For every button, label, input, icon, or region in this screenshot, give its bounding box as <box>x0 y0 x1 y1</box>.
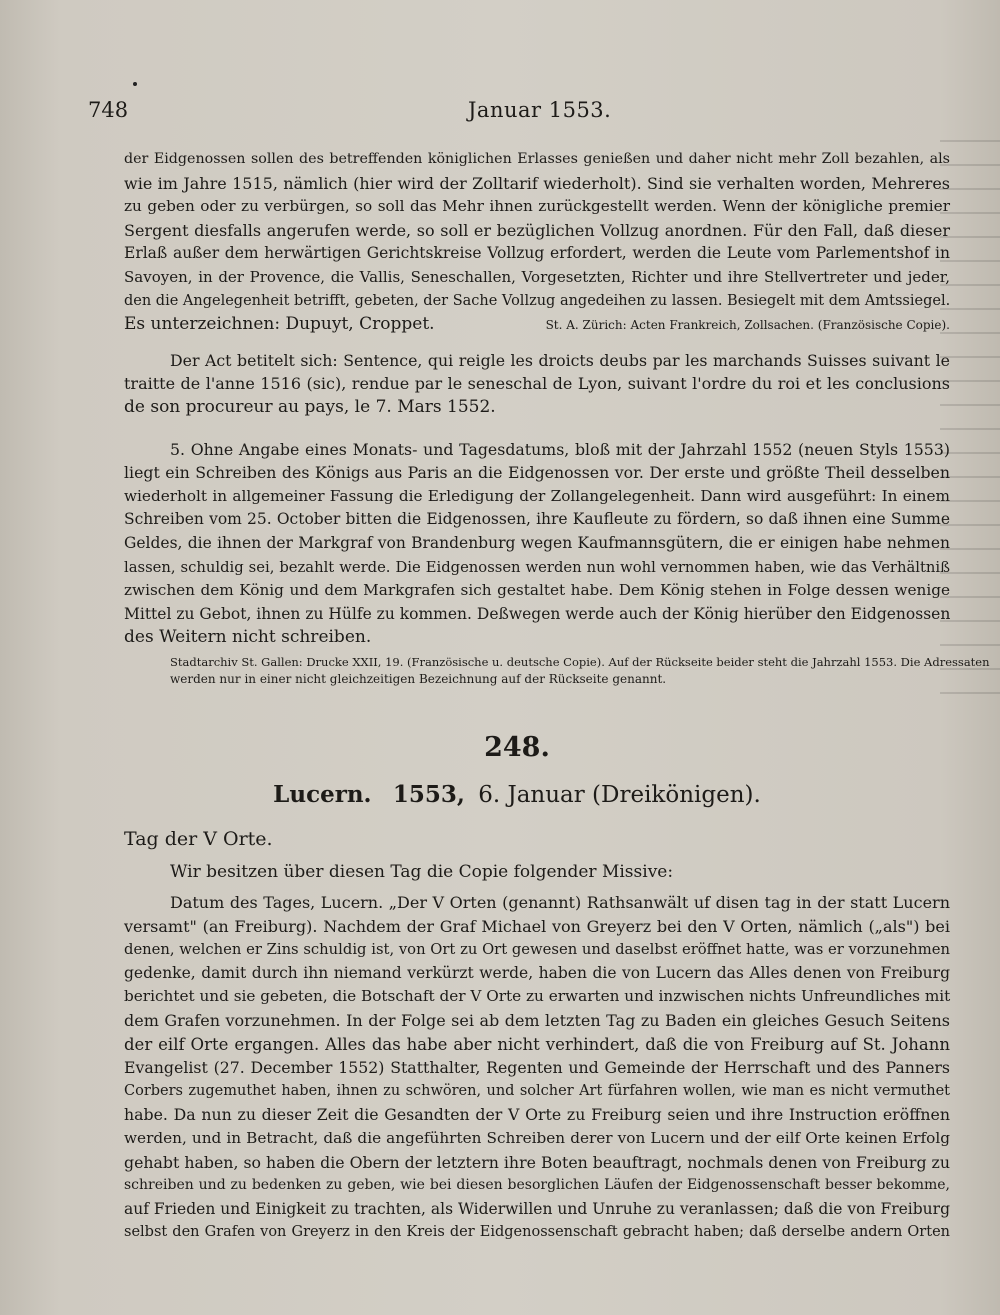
text-line: de son procureur au pays, le 7. Mars 1552. <box>124 396 496 417</box>
text-line: werden, und in Betracht, daß die angeführten Schreiben derer von Lucern und der eilf Orte keinen Erfolg <box>124 1129 950 1147</box>
body-text <box>124 148 990 1245</box>
missive-paragraph <box>124 891 950 1245</box>
heading-date: 6. Januar (Dreikönigen). <box>478 781 761 808</box>
text-line: dem Grafen vorzunehmen. In der Folge sei ab dem letzten Tag zu Baden ein gleiches Gesuch Seitens <box>124 1011 950 1031</box>
continuation-paragraph <box>124 148 950 337</box>
text-line: Erlaß außer dem herwärtigen Gerichtskreise Vollzug erfordert, werden die Leute vom Parlementshof in <box>124 244 950 263</box>
note-line: werden nur in einer nicht gleichzeitigen Bezeichnung auf der Rückseite genannt. <box>170 671 667 686</box>
heading-place: Lucern. <box>273 780 372 808</box>
text-line: berichtet und sie gebeten, die Botschaft der V Orte zu erwarten und inzwischen nichts Unfreundliches mit <box>124 987 951 1006</box>
text-line: Sergent diesfalls angerufen werde, so soll er bezüglichen Vollzug anordnen. Für den Fall, daß dieser <box>124 220 950 240</box>
text-line: Schreiben vom 25. October bitten die Eidgenossen, ihre Kaufleute zu fördern, so daß ihnen eine Summe <box>124 510 950 529</box>
signatories: Es unterzeichnen: Dupuyt, Croppet. <box>124 314 435 335</box>
text-line: wie im Jahre 1515, nämlich (hier wird der Zolltarif wiederholt). Sind sie verhalten worden, Mehreres <box>124 173 950 193</box>
text-line: selbst den Grafen von Greyerz in den Kreis der Eidgenossenschaft gebracht haben; daß derselbe andern Orten <box>124 1224 950 1241</box>
section-5-paragraph <box>124 438 990 688</box>
text-line: der Eidgenossen sollen des betreffenden königlichen Erlasses genießen und daher nicht mehr Zoll bezahlen, als <box>124 151 950 167</box>
text-line: wiederholt in allgemeiner Fassung die Erledigung der Zollangelegenheit. Dann wird ausgeführt: In einem <box>124 486 950 505</box>
page-header <box>88 98 948 128</box>
text-line: der eilf Orte ergangen. Alles das habe aber nicht verhindert, daß die von Freiburg auf St. Johann <box>124 1034 950 1054</box>
text-line: traitte de l'anne 1516 (sic), rendue par le seneschal de Lyon, suivant l'ordre du roi et les conclusions <box>124 374 950 394</box>
heading-year: 1553, <box>392 780 465 808</box>
text-line: habe. Da nun zu dieser Zeit die Gesandten der V Orte zu Freiburg seien und ihre Instruction eröffnen <box>124 1105 950 1125</box>
text-line: denen, welchen er Zins schuldig ist, von Ort zu Ort gewesen und daselbst eröffnet hatte, was er vorzunehmen <box>124 941 950 959</box>
text-line: Savoyen, in der Provence, die Vallis, Seneschallen, Vorgesetzten, Richter und ihre Stellvertreter und jeder, <box>124 267 950 286</box>
signature-row <box>124 313 950 337</box>
text-line: auf Frieden und Einigkeit zu trachten, als Widerwillen und Unruhe zu veranlassen; daß die von Freiburg <box>124 1199 950 1218</box>
text-line: versamt" (an Freiburg). Nachdem der Graf Michael von Greyerz bei den V Orten, nämlich („als") bei <box>124 916 950 936</box>
source-note <box>124 654 990 688</box>
page-number: 748 <box>88 98 129 122</box>
text-line: den die Angelegenheit betrifft, gebeten, der Sache Vollzug angedeihen zu lassen. Besiegelt mit dem Amtssiegel. <box>124 292 951 309</box>
document-heading <box>124 781 950 808</box>
text-line: zwischen dem König und dem Markgrafen sich gestaltet habe. Dem König stehen in Folge dessen wenige <box>124 581 950 600</box>
text-line: gehabt haben, so haben die Obern der letztern ihre Boten beauftragt, nochmals denen von Freiburg zu <box>124 1152 950 1172</box>
text-line: 5. Ohne Angabe eines Monats- und Tagesdatums, bloß mit der Jahrzahl 1552 (neuen Styls 1553) <box>170 439 950 459</box>
text-line: Datum des Tages, Lucern. „Der V Orten (genannt) Rathsanwält uf disen tag in der statt Lucern <box>170 893 950 913</box>
text-line: des Weitern nicht schreiben. <box>124 627 372 648</box>
text-line: Mittel zu Gebot, ihnen zu Hülfe zu kommen. Deßwegen werde auch der König hierüber den Eidgenossen <box>124 604 951 623</box>
act-title-paragraph <box>124 349 950 420</box>
running-head: Januar 1553. <box>468 98 612 122</box>
text-line: zu geben oder zu verbürgen, so soll das Mehr ihnen zurückgestellt werden. Wenn der königliche premier <box>124 197 950 216</box>
source-citation: St. A. Zürich: Acten Frankreich, Zollsachen. (Französische Copie). <box>545 318 950 333</box>
text-line: liegt ein Schreiben des Königs aus Paris an die Eidgenossen vor. Der erste und größte Theil desselben <box>124 463 950 483</box>
ink-speck <box>133 82 137 86</box>
text-line: Evangelist (27. December 1552) Statthalter, Regenten und Gemeinde der Herrschaft und des Panners <box>124 1058 950 1078</box>
text-line: gedenke, damit durch ihn niemand verkürzt werde, haben die von Lucern das Alles denen von Freiburg <box>124 963 950 982</box>
document-intro: Wir besitzen über diesen Tag die Copie folgender Missive: <box>170 862 674 883</box>
text-line: Corbers zugemuthet haben, ihnen zu schwören, und solcher Art fürfahren wollen, wie man es nicht vermuthet <box>124 1082 950 1099</box>
text-line: schreiben und zu bedenken zu geben, wie bei diesen besorglichen Läufen der Eidgenossenschaft besser bekomme, <box>124 1177 950 1194</box>
document-subject: Tag der V Orte. <box>124 827 273 850</box>
text-line: Geldes, die ihnen der Markgraf von Brandenburg wegen Kaufmannsgütern, die er einigen habe nehmen <box>124 533 950 552</box>
text-line: lassen, schuldig sei, bezahlt werde. Die Eidgenossen werden nun wohl vernommen haben, wie das Verhältniß <box>124 558 950 576</box>
text-line: Der Act betitelt sich: Sentence, qui reigle les droicts deubs par les marchands Suisses suivant le <box>170 350 950 370</box>
note-line: Stadtarchiv St. Gallen: Drucke XXII, 19. (Französische u. deutsche Copie). Auf der Rückseite beider steht die Jahrzahl 1553. Die Adressaten <box>170 654 990 669</box>
document-number: 248. <box>484 731 550 763</box>
